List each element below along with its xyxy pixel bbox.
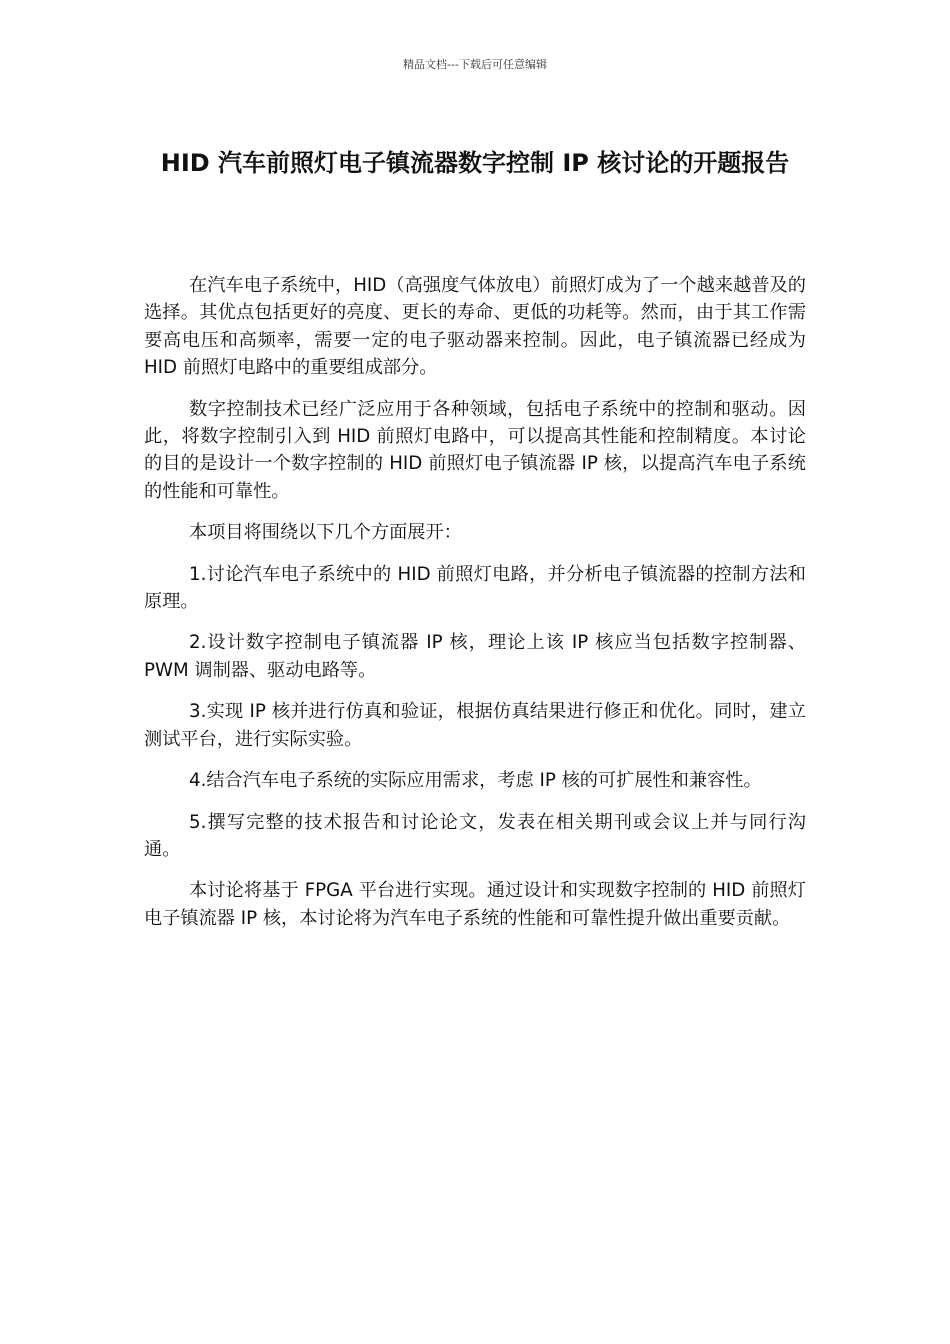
paragraph-digital-control: 数字控制技术已经广泛应用于各种领域，包括电子系统中的控制和驱动。因此，将数字控制引入到 HID 前照灯电路中，可以提高其性能和控制精度。本讨论的目的是设计一个数字控制的 HID 前照灯电子镇流器 IP 核，以提高汽车电子系统的性能和可靠性。	[144, 398, 806, 502]
document-title: HID 汽车前照灯电子镇流器数字控制 IP 核讨论的开题报告	[160, 149, 790, 177]
list-item-3: 3.实现 IP 核并进行仿真和验证，根据仿真结果进行修正和优化。同时，建立测试平台，进行实际实验。	[144, 701, 806, 750]
paragraph-conclusion: 本讨论将基于 FPGA 平台进行实现。通过设计和实现数字控制的 HID 前照灯电子镇流器 IP 核，本讨论将为汽车电子系统的性能和可靠性提升做出重要贡献。	[144, 880, 806, 929]
list-item-4: 4.结合汽车电子系统的实际应用需求，考虑 IP 核的可扩展性和兼容性。	[189, 770, 762, 792]
document-body	[144, 272, 806, 946]
paragraph-intro: 在汽车电子系统中，HID（高强度气体放电）前照灯成为了一个越来越普及的选择。其优点包括更好的亮度、更长的寿命、更低的功耗等。然而，由于其工作需要高电压和高频率，需要一定的电子驱动器来控制。因此，电子镇流器已经成为 HID 前照灯电路中的重要组成部分。	[144, 275, 806, 379]
list-item-2: 2.设计数字控制电子镇流器 IP 核，理论上该 IP 核应当包括数字控制器、PWM 调制器、驱动电路等。	[144, 632, 806, 681]
page-header: 精品文档---下载后可任意编辑	[403, 58, 547, 71]
paragraph-project-scope: 本项目将围绕以下几个方面展开：	[189, 522, 462, 544]
list-item-5: 5.撰写完整的技术报告和讨论论文，发表在相关期刊或会议上并与同行沟通。	[144, 811, 806, 860]
list-item-1: 1.讨论汽车电子系统中的 HID 前照灯电路，并分析电子镇流器的控制方法和原理。	[144, 563, 806, 613]
